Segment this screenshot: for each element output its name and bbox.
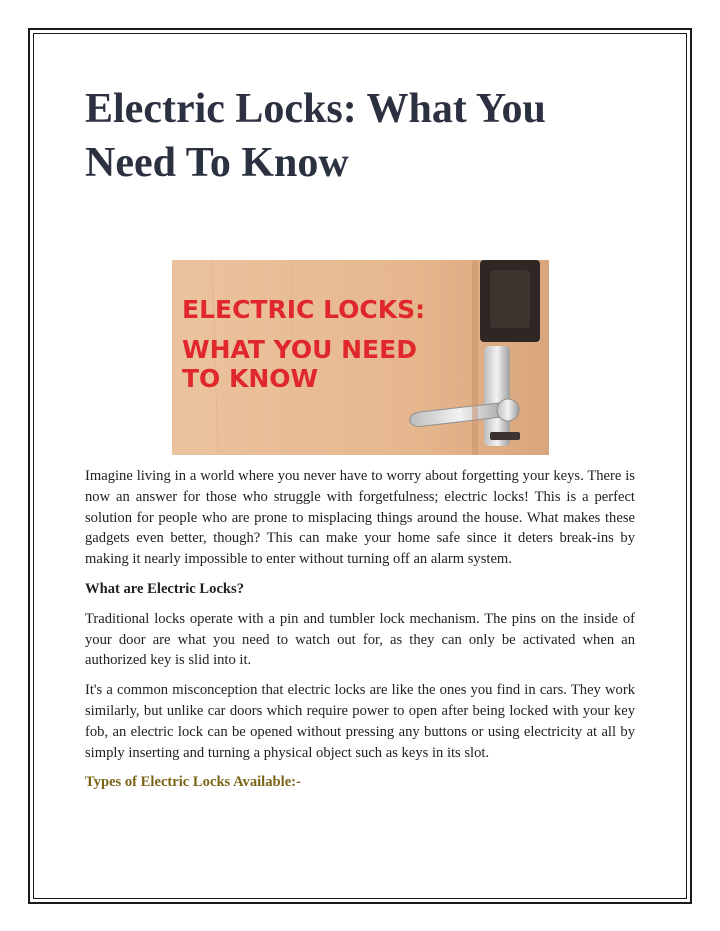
door-lock-illustration [172,260,549,455]
lock-plate-icon [484,346,510,446]
section-heading-types: Types of Electric Locks Available:- [85,774,301,791]
hero-line-3: TO KNOW [182,364,319,393]
hero-line-1: ELECTRIC LOCKS: [182,295,426,324]
paragraph-misconception: It's a common misconception that electric locks are like the ones you find in cars. They work similarly, but unlike car doors which require power to open after being locked with your key fob, an electric lock can be opened without pressing any buttons or using electricity at all by simply inserting and turning a physical object such as keys in its slot. [85,682,635,761]
paragraph-traditional-locks: Traditional locks operate with a pin and tumbler lock mechanism. The pins on the inside of your door are what you need to watch out for, as they can only be activated when an authorized key is slid into it. [85,610,635,669]
hero-line-2: WHAT YOU NEED [182,335,417,364]
article-body [85,466,635,802]
title-block [85,82,635,190]
section-heading-what-are: What are Electric Locks? [85,580,245,597]
page-title: Electric Locks: What You Need To Know [85,86,546,186]
hero-image [172,260,549,455]
intro-paragraph: Imagine living in a world where you never have to worry about forgetting your keys. There is now an answer for those who struggle with forgetfulness; electric locks! This is a perfect solution for people who are prone to misplacing things around the house. What makes these gadgets even better, though? This can make your home safe since it deters break-ins by making it nearly impossible to enter without turning off an alarm system. [85,468,635,568]
